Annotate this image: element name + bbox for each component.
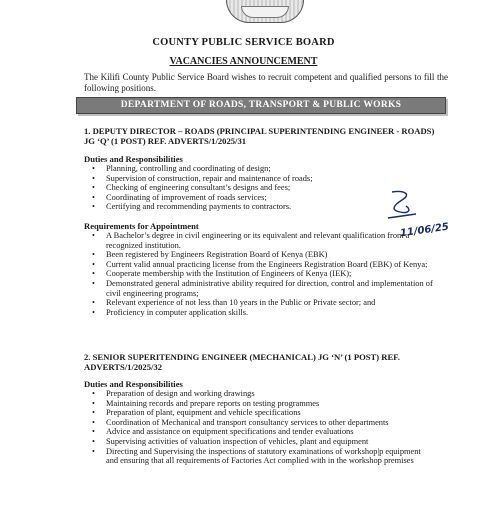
signature-date: 11/06/25 [399, 221, 450, 240]
department-banner: DEPARTMENT OF ROADS, TRANSPORT & PUBLIC WORKS [76, 97, 446, 114]
position1-requirements-heading: Requirements for Appointment [84, 221, 199, 231]
list-item: • Preparation of design and working drawings [92, 389, 432, 399]
list-item: • Relevant experience of not less than 10 years in the Public or Private sector; and [92, 298, 442, 308]
list-item: • Been registered by Engineers Registration Board of Kenya (EBK) [92, 250, 442, 260]
list-item: • Directing and Supervising the inspections of statutory examinations of workshop|p equipment and ensuring that all requirements of Factories Act complied with in the workshop premises [92, 447, 432, 466]
list-item: • Advice and assistance on equipment specifications and tender evaluations [92, 427, 432, 437]
list-item: • Current valid annual practicing license from the Engineers Registration Board (EBK) of Kenya; [92, 260, 442, 270]
list-item: • Coordination of Mechanical and transport consultancy services to other departments [92, 418, 432, 428]
section-title: VACANCIES ANNOUNCEMENT [169, 56, 318, 67]
position1-duties-heading: Duties and Responsibilities [84, 154, 183, 164]
position2-duties-list [92, 389, 432, 466]
position1-requirements-list [92, 231, 442, 317]
list-item: • Supervising activities of valuation inspection of vehicles, plant and equipment [92, 437, 432, 447]
list-item: • Demonstrated general administrative ability required for direction, control and implementation of civil engineering programs; [92, 279, 442, 298]
emblem-base [241, 6, 289, 18]
list-item: • Planning, controlling and coordinating of design; [92, 164, 392, 174]
list-item: • Cooperate membership with the Institution of Engineers of Kenya (IEK); [92, 269, 442, 279]
position1-title-line1: 1. DEPUTY DIRECTOR – ROADS (PRINCIPAL SUPERINTENDING ENGINEER - ROADS) [84, 126, 435, 136]
county-emblem [226, 0, 304, 23]
list-item: • Checking of engineering consultant’s designs and fees; [92, 183, 392, 193]
list-item: • Certifying and recommending payments to contractors. [92, 202, 392, 212]
position2-title-line2: ADVERTS/1/2025/32 [84, 362, 163, 372]
position2-title-line1: 2. SENIOR SUPERITENDING ENGINEER (MECHANICAL) JG ‘N’ (1 POST) REF. [84, 352, 400, 362]
list-item: • Supervision of construction, repair and maintenance of roads; [92, 174, 392, 184]
list-item: • A Bachelor’s degree in civil engineering or its equivalent and relevant qualification from a recognized institution. [92, 231, 442, 250]
intro-paragraph: The Kilifi County Public Service Board wishes to recruit competent and qualified persons to fill the following positions. [84, 72, 448, 93]
list-item: • Coordinating of improvement of roads services; [92, 193, 392, 203]
position1-title-line2: JG ‘Q’ (1 POST) REF. ADVERTS/1/2025/31 [84, 136, 247, 146]
board-title: COUNTY PUBLIC SERVICE BOARD [152, 37, 335, 48]
list-item: • Proficiency in computer application skills. [92, 308, 442, 318]
position1-duties-list [92, 164, 392, 212]
list-item: • Preparation of plant, equipment and vehicle specifications [92, 408, 432, 418]
position2-duties-heading: Duties and Responsibilities [84, 379, 183, 389]
list-item: • Maintaining records and prepare reports on testing programmes [92, 399, 432, 409]
handwritten-signature [382, 186, 422, 226]
